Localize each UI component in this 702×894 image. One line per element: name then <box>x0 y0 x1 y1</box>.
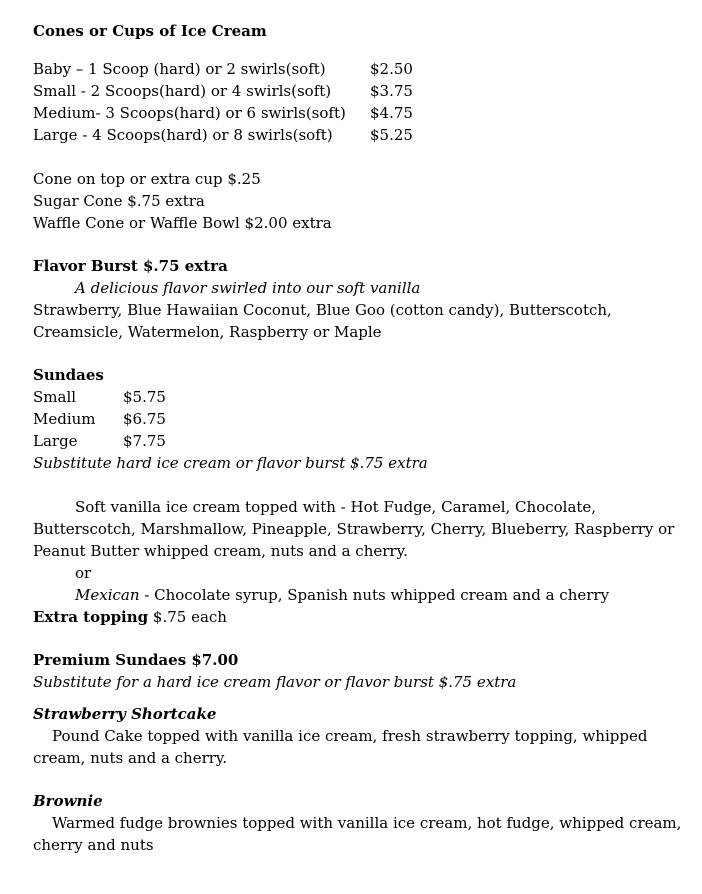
brownie-section <box>33 790 692 856</box>
strawberry-shortcake-description-line: cream, nuts and a cherry. <box>33 749 228 767</box>
menu-item-price: $5.25 <box>370 126 413 144</box>
flavor-burst-flavors-line: Strawberry, Blue Hawaiian Coconut, Blue Goo (cotton candy), Butterscotch, <box>33 301 612 319</box>
strawberry-shortcake-section <box>33 703 692 769</box>
cone-extra-line: Cone on top or extra cup $.25 <box>33 170 261 188</box>
extra-topping-line <box>33 606 692 628</box>
menu-item-row <box>33 58 692 80</box>
menu-item-label: Large <box>33 432 78 450</box>
menu-item-label: Large - 4 Scoops(hard) or 8 swirls(soft) <box>33 126 333 144</box>
menu-item-price: $7.75 <box>123 432 166 450</box>
menu-item-label: Small - 2 Scoops(hard) or 4 swirls(soft) <box>33 82 332 100</box>
premium-sundaes-note: Substitute for a hard ice cream flavor or flavor burst $.75 extra <box>33 673 517 691</box>
mexican-sundae-description: - Chocolate syrup, Spanish nuts whipped cream and a cherry <box>139 586 610 604</box>
brownie-title: Brownie <box>33 792 103 810</box>
sundaes-substitute-note: Substitute hard ice cream or flavor burst $.75 extra <box>33 454 428 472</box>
menu-item-label: Medium- 3 Scoops(hard) or 6 swirls(soft) <box>33 104 346 122</box>
menu-item-row <box>33 430 692 452</box>
mexican-sundae-line <box>33 584 692 606</box>
sundaes-description-line: Butterscotch, Marshmallow, Pineapple, Strawberry, Cherry, Blueberry, Raspberry or <box>33 520 675 538</box>
strawberry-shortcake-title: Strawberry Shortcake <box>33 705 217 723</box>
menu-item-row <box>33 408 692 430</box>
menu-item-row <box>33 124 692 146</box>
extra-topping-price: $.75 each <box>148 608 227 626</box>
sundaes-or-line: or <box>75 564 92 582</box>
extra-topping-label: Extra topping <box>33 608 149 626</box>
menu-item-row <box>33 80 692 102</box>
premium-sundaes-section <box>33 649 692 693</box>
brownie-description-line: Warmed fudge brownies topped with vanilla ice cream, hot fudge, whipped cream, <box>52 814 682 832</box>
menu-item-price: $4.75 <box>370 104 413 122</box>
brownie-description-line: cherry and nuts <box>33 836 154 854</box>
menu-item-price: $6.75 <box>123 410 166 428</box>
strawberry-shortcake-description-line: Pound Cake topped with vanilla ice cream, fresh strawberry topping, whipped <box>52 727 648 745</box>
flavor-burst-section <box>33 255 692 343</box>
cones-section-title: Cones or Cups of Ice Cream <box>33 22 267 40</box>
menu-item-price: $5.75 <box>123 388 166 406</box>
menu-item-row <box>33 102 692 124</box>
premium-sundaes-title: Premium Sundaes $7.00 <box>33 651 239 669</box>
flavor-burst-flavors-line: Creamsicle, Watermelon, Raspberry or Maple <box>33 323 382 341</box>
menu-item-price: $2.50 <box>370 60 413 78</box>
menu-item-label: Baby – 1 Scoop (hard) or 2 swirls(soft) <box>33 60 326 78</box>
cone-extra-line: Sugar Cone $.75 extra <box>33 192 205 210</box>
menu-item-label: Small <box>33 388 77 406</box>
cone-extras-list <box>33 168 692 234</box>
cones-price-list <box>33 58 692 146</box>
menu-item-row <box>33 386 692 408</box>
sundaes-section-title: Sundaes <box>33 366 104 384</box>
flavor-burst-title: Flavor Burst $.75 extra <box>33 257 228 275</box>
sundaes-description <box>33 496 692 628</box>
sundaes-description-line: Peanut Butter whipped cream, nuts and a cherry. <box>33 542 408 560</box>
sundaes-description-line: Soft vanilla ice cream topped with - Hot Fudge, Caramel, Chocolate, <box>75 498 597 516</box>
cone-extra-line: Waffle Cone or Waffle Bowl $2.00 extra <box>33 214 332 232</box>
mexican-sundae-label: Mexican <box>75 586 140 604</box>
flavor-burst-tagline: A delicious flavor swirled into our soft vanilla <box>75 279 421 297</box>
sundaes-section <box>33 364 692 474</box>
menu-item-price: $3.75 <box>370 82 413 100</box>
menu-item-label: Medium <box>33 410 96 428</box>
